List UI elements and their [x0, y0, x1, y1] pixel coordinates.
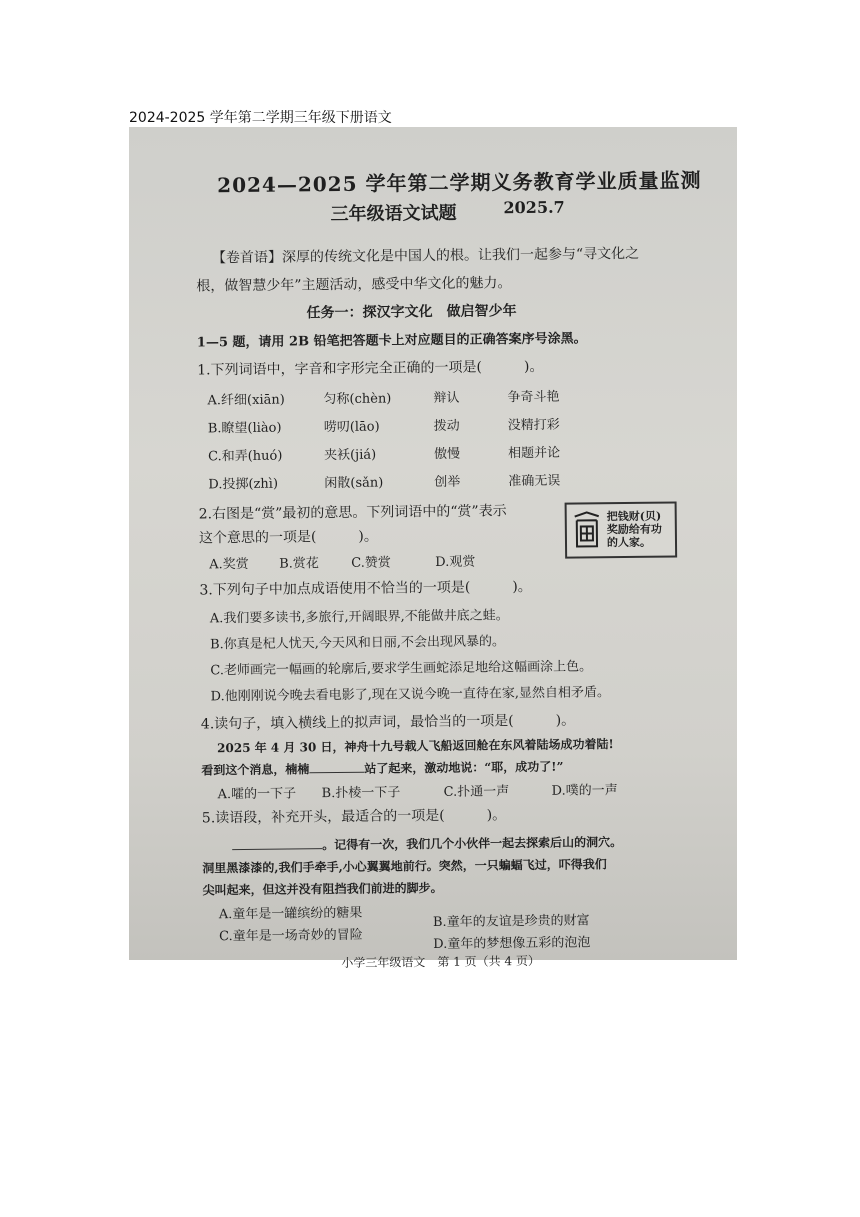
- q4-passage-line-1: 2025 年 4 月 30 日，神舟十九号载人飞船返回舱在东风着陆场成功着陆!: [217, 737, 614, 756]
- q1-option: A.纤细(xiān): [207, 392, 285, 409]
- q1-option: 夹袄(jiá): [323, 447, 377, 464]
- q3-option: A.我们要多读书,多旅行,开阔眼界,不能做井底之蛙。: [209, 608, 509, 627]
- q1-stem: 1.下列词语中，字音和字形完全正确的一项是( )。: [197, 358, 544, 379]
- q2-option: B.赏花: [279, 556, 319, 572]
- q5-passage-line-1: [232, 833, 622, 854]
- q5-option: D.童年的梦想像五彩的泡泡: [433, 935, 591, 953]
- q5-option: A.童年是一罐缤纷的糖果: [218, 905, 363, 923]
- q5-passage-line-3: 尖叫起来，但这并没有阻挡我们前进的脚步。: [202, 880, 443, 898]
- q1-option: D.投掷(zhì): [208, 476, 279, 493]
- instruction: 1—5 题，请用 2B 铅笔把答题卡上对应题目的正确答案序号涂黑。: [196, 331, 587, 351]
- q4-passage-line-2: [201, 758, 563, 779]
- q3-option: B.你真是杞人忧天,今天风和日丽,不会出现风暴的。: [209, 634, 506, 653]
- q1-option: 闲散(sǎn): [324, 475, 384, 492]
- exam-subtitle: 三年级语文试题: [330, 202, 457, 226]
- q1-option: 争奇斗艳: [507, 389, 560, 406]
- q2-option: A.奖赏: [209, 556, 249, 573]
- q1-option: C.和弄(huó): [208, 448, 283, 465]
- q1-option: 傲慢: [433, 446, 461, 462]
- q4-stem: 4.读句子，填入横线上的拟声词，最恰当的一项是( )。: [200, 712, 576, 733]
- document-header: 2024-2025 学年第二学期三年级下册语文: [129, 110, 392, 126]
- q1-option: 没精打彩: [507, 417, 560, 434]
- q4-passage-end: 站了起来，激动地说：“耶，成功了!”: [364, 759, 564, 776]
- q4-option: A.嚯的一下子: [217, 786, 297, 803]
- q2-option: D.观赏: [435, 554, 476, 570]
- q1-option: 匀称(chèn): [323, 391, 392, 408]
- q5-option: C.童年是一场奇妙的冒险: [219, 927, 363, 945]
- q3-option: D.他刚刚说今晚去看电影了,现在又说今晚一直待在家,显然自相矛盾。: [210, 685, 611, 705]
- q1-option: 辩认: [433, 390, 460, 406]
- q4-option: D.噗的一声: [551, 783, 618, 799]
- q3-stem: 3.下列句子中加点成语使用不恰当的一项是( )。: [199, 578, 532, 599]
- q2-stem-line-2: 这个意思的一项是( )。: [198, 528, 378, 547]
- exam-date: 2025.7: [503, 197, 565, 218]
- q2-option: C.赞赏: [351, 555, 391, 571]
- q5-option: B.童年的友谊是珍贵的财富: [432, 913, 590, 931]
- q3-option: C.老师画完一幅画的轮廓后,要求学生画蛇添足地给这幅画涂上色。: [210, 659, 593, 679]
- q1-option: 唠叨(lāo): [323, 419, 380, 436]
- exam-title: 2024—2025 学年第二学期义务教育学业质量监测: [217, 168, 702, 198]
- shang-glyph-icon: [571, 510, 603, 550]
- q1-option: 准确无误: [508, 473, 561, 490]
- q1-option: 创举: [434, 474, 461, 490]
- q5-passage-line-2: 洞里黑漆漆的,我们手牵手,小心翼翼地前行。突然，一只蝙蝠飞过，吓得我们: [202, 857, 607, 876]
- q4-option: B.扑棱一下子: [321, 785, 401, 802]
- q2-stem-line-1: 2.右图是“赏”最初的意思。下列词语中的“赏”表示: [198, 503, 507, 523]
- page-footer: 小学三年级语文 第 1 页（共 4 页）: [341, 953, 540, 970]
- q1-option: B.瞭望(liào): [207, 420, 282, 437]
- intro-line-2: 根，做智慧少年”主题活动，感受中华文化的魅力。: [196, 275, 512, 295]
- answer-blank: [232, 836, 322, 850]
- task-heading: 任务一：探汉字文化 做启智少年: [306, 303, 517, 322]
- exam-photo: [129, 127, 737, 970]
- q4-option: C.扑通一声: [443, 784, 510, 800]
- q1-option: 拨动: [433, 418, 460, 434]
- figure-caption: 把钱财(贝)奖励给有功的人家。: [606, 509, 662, 550]
- q5-stem: 5.读语段，补充开头，最适合的一项是( )。: [201, 807, 507, 827]
- q4-passage-start: 看到这个消息，楠楠: [201, 762, 310, 778]
- ancient-character-figure: [565, 501, 678, 558]
- intro-line-1: 【卷首语】深厚的传统文化是中国人的根。让我们一起参与“寻文化之: [211, 245, 640, 267]
- q1-option: 相题并论: [507, 445, 561, 462]
- q5-passage-text: 。记得有一次，我们几个小伙伴一起去探索后山的洞穴。: [322, 835, 623, 853]
- answer-blank: [309, 760, 364, 774]
